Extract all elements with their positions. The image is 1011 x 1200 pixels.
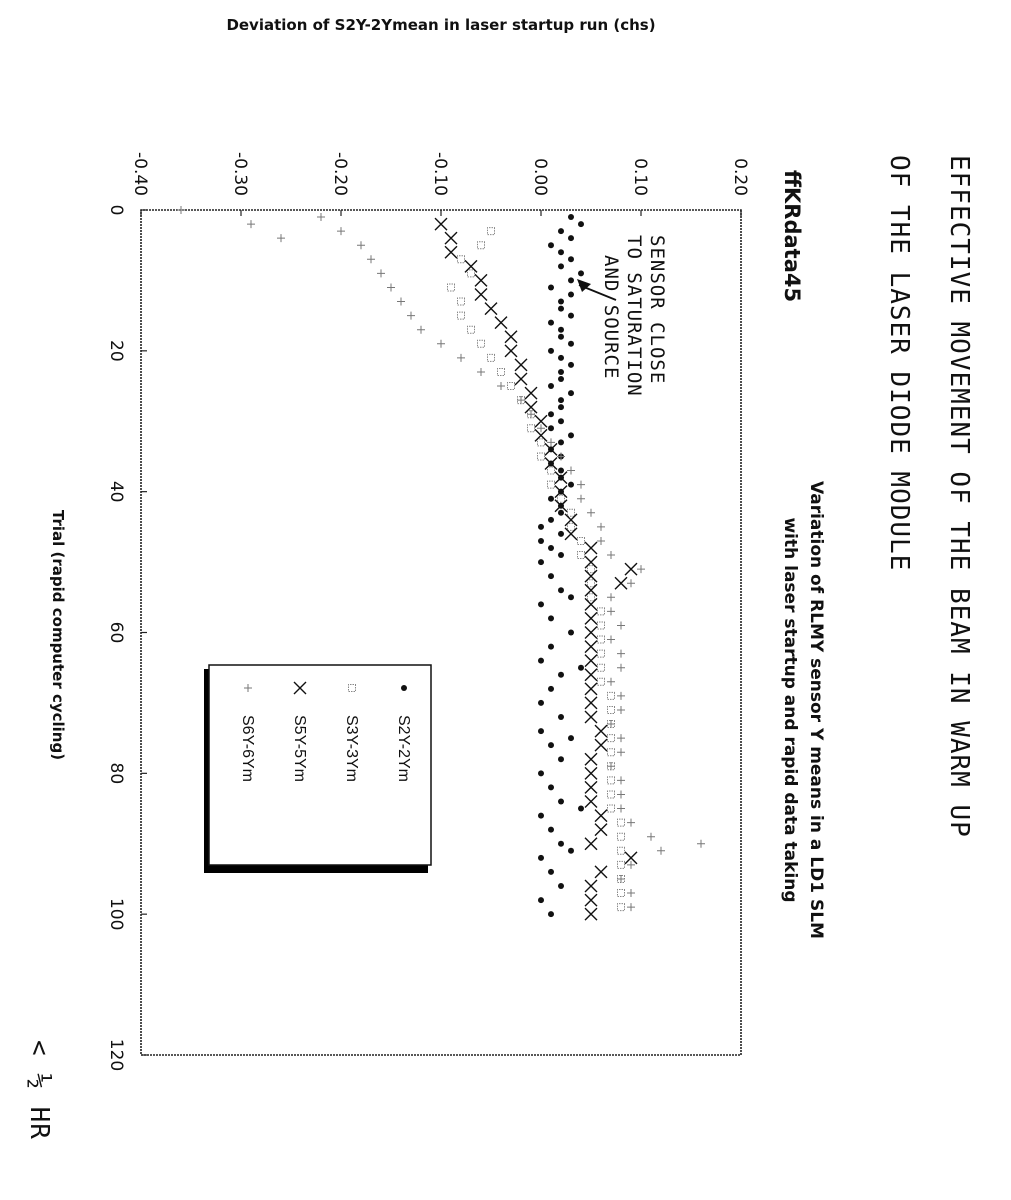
- data-point: [558, 756, 564, 762]
- data-point: [548, 242, 554, 248]
- data-point: [607, 607, 615, 615]
- data-point: [578, 537, 585, 544]
- data-point: [585, 655, 597, 667]
- y-tick-label: 0.00: [530, 158, 550, 196]
- data-point: [618, 890, 625, 897]
- data-point: [578, 806, 584, 812]
- data-point: [625, 563, 637, 575]
- data-point: [558, 883, 564, 889]
- data-point: [577, 481, 585, 489]
- data-point: [568, 523, 575, 530]
- chart-subtitle: with laser startup and rapid data taking: [780, 517, 800, 903]
- data-point: [417, 326, 425, 334]
- data-point: [608, 706, 615, 713]
- data-point: [647, 833, 655, 841]
- data-point: [337, 227, 345, 235]
- data-point: [578, 270, 584, 276]
- data-point: [177, 206, 185, 214]
- data-point: [568, 341, 574, 347]
- data-point: [585, 669, 597, 681]
- data-point: [407, 312, 415, 320]
- data-point: [585, 570, 597, 582]
- data-point: [558, 418, 564, 424]
- data-point: [548, 784, 554, 790]
- x-tick-label: 120: [106, 1038, 126, 1072]
- data-point: [548, 686, 554, 692]
- data-point: [528, 425, 535, 432]
- data-point: [598, 650, 605, 657]
- data-point: [615, 577, 627, 589]
- data-point: [595, 824, 607, 836]
- data-point: [458, 312, 465, 319]
- data-point: [478, 340, 485, 347]
- data-point: [608, 791, 615, 798]
- data-point: [627, 903, 635, 911]
- x-tick-label: 80: [106, 762, 126, 785]
- data-point: [515, 373, 527, 385]
- data-point: [558, 672, 564, 678]
- data-point: [588, 594, 595, 601]
- data-point: [558, 327, 564, 333]
- data-point: [558, 552, 564, 558]
- data-point: [627, 579, 635, 587]
- data-point: [585, 894, 597, 906]
- data-point: [548, 573, 554, 579]
- data-point: [595, 739, 607, 751]
- data-point: [538, 658, 544, 664]
- data-point: [445, 232, 457, 244]
- data-point: [537, 424, 545, 432]
- data-point: [578, 665, 584, 671]
- data-point: [468, 326, 475, 333]
- data-point: [617, 875, 625, 883]
- data-point: [558, 531, 564, 537]
- data-point: [548, 869, 554, 875]
- data-point: [617, 664, 625, 672]
- data-point: [617, 805, 625, 813]
- x-tick-label: 40: [106, 480, 126, 503]
- data-point: [568, 256, 574, 262]
- data-point: [617, 790, 625, 798]
- data-point: [377, 269, 385, 277]
- data-point: [495, 317, 507, 329]
- data-point: [618, 847, 625, 854]
- data-point: [568, 235, 574, 241]
- data-point: [607, 593, 615, 601]
- data-point: [458, 256, 465, 263]
- data-point: [657, 847, 665, 855]
- data-point: [568, 735, 574, 741]
- data-point: [558, 439, 564, 445]
- data-point: [548, 644, 554, 650]
- data-point: [617, 692, 625, 700]
- handwritten-heading-line2: OF THE LASER DIODE MODULE: [884, 155, 914, 572]
- x-tick-label: 0: [106, 204, 126, 216]
- data-point: [568, 509, 575, 516]
- data-point: [568, 313, 574, 319]
- data-point: [538, 538, 544, 544]
- data-point: [585, 767, 597, 779]
- data-point: [488, 228, 495, 235]
- data-point: [627, 861, 635, 869]
- data-point: [558, 263, 564, 269]
- data-point: [397, 298, 405, 306]
- data-point: [548, 911, 554, 917]
- data-point: [585, 838, 597, 850]
- data-point: [585, 627, 597, 639]
- data-point: [277, 234, 285, 242]
- data-point: [538, 700, 544, 706]
- data-point: [538, 770, 544, 776]
- data-point: [597, 523, 605, 531]
- data-point: [598, 636, 605, 643]
- data-point: [247, 220, 255, 228]
- data-point: [608, 692, 615, 699]
- x-tick-label: 60: [106, 621, 126, 644]
- data-point: [585, 683, 597, 695]
- data-point: [597, 537, 605, 545]
- data-point: [585, 908, 597, 920]
- legend-label: S2Y-2Ym: [395, 715, 412, 782]
- data-point: [617, 748, 625, 756]
- data-point: [548, 383, 554, 389]
- data-point: [585, 880, 597, 892]
- data-point: [585, 753, 597, 765]
- data-point: [517, 396, 525, 404]
- y-axis-title: Deviation of S2Y-2Ymean in laser startup run (chs): [226, 16, 656, 34]
- data-point: [558, 468, 564, 474]
- data-point: [548, 517, 554, 523]
- data-point: [437, 340, 445, 348]
- data-point: [607, 678, 615, 686]
- data-point: [548, 411, 554, 417]
- data-point: [565, 528, 577, 540]
- data-point: [608, 777, 615, 784]
- data-point: [595, 810, 607, 822]
- handwritten-heading-line1: EFFECTIVE MOVEMENT OF THE BEAM IN WARM UP: [944, 155, 974, 838]
- data-point: [578, 552, 585, 559]
- data-point: [568, 594, 574, 600]
- data-point: [485, 303, 497, 315]
- data-point: [585, 697, 597, 709]
- data-point: [475, 274, 487, 286]
- data-point: [538, 813, 544, 819]
- data-point: [607, 636, 615, 644]
- data-point: [465, 260, 477, 272]
- data-point: [568, 390, 574, 396]
- x-axis-title: Trial (rapid computer cycling): [49, 509, 67, 761]
- data-point: [585, 598, 597, 610]
- data-point: [627, 819, 635, 827]
- data-point: [558, 334, 564, 340]
- data-point: [637, 565, 645, 573]
- annotation-line2: TO SATURATION: [623, 235, 645, 397]
- data-point: [558, 355, 564, 361]
- data-point: [387, 283, 395, 291]
- data-point: [607, 720, 615, 728]
- data-point: [547, 438, 555, 446]
- data-point: [538, 524, 544, 530]
- data-point: [458, 298, 465, 305]
- data-point: [558, 306, 564, 312]
- data-point: [595, 866, 607, 878]
- data-point: [538, 559, 544, 565]
- data-point: [548, 348, 554, 354]
- data-point: [367, 255, 375, 263]
- data-point: [505, 345, 517, 357]
- data-point: [617, 650, 625, 658]
- data-point: [478, 242, 485, 249]
- data-point: [445, 246, 457, 258]
- data-point: [617, 706, 625, 714]
- data-point: [538, 453, 545, 460]
- data-point: [598, 622, 605, 629]
- series-S2Y-2Ym: [538, 214, 584, 917]
- data-point: [595, 725, 607, 737]
- data-point: [525, 387, 537, 399]
- data-point: [538, 728, 544, 734]
- data-point: [587, 509, 595, 517]
- data-point: [585, 612, 597, 624]
- data-point: [457, 354, 465, 362]
- data-point: [468, 270, 475, 277]
- legend-label: S6Y-6Ym: [239, 715, 256, 782]
- data-point: [588, 580, 595, 587]
- data-point: [558, 799, 564, 805]
- annotation-line3: AND SOURCE: [600, 255, 622, 380]
- data-point: [697, 840, 705, 848]
- data-point: [538, 601, 544, 607]
- data-point: [598, 608, 605, 615]
- data-point: [317, 213, 325, 221]
- data-point: [607, 762, 615, 770]
- rotated-chart-frame: [24, 16, 974, 1140]
- data-point: [608, 805, 615, 812]
- data-point: [558, 510, 564, 516]
- data-point: [568, 362, 574, 368]
- data-point: [498, 368, 505, 375]
- data-point: [585, 556, 597, 568]
- data-point: [558, 404, 564, 410]
- data-point: [515, 359, 527, 371]
- data-point: [448, 284, 455, 291]
- data-point: [618, 861, 625, 868]
- data-point: [548, 827, 554, 833]
- data-point: [558, 228, 564, 234]
- x-tick-label: 20: [106, 340, 126, 362]
- data-point: [585, 584, 597, 596]
- data-point: [497, 382, 505, 390]
- data-point: [548, 425, 554, 431]
- data-point: [598, 678, 605, 685]
- annotation-line1: SENSOR CLOSE: [646, 235, 668, 385]
- data-point: [357, 241, 365, 249]
- y-tick-label: -0.20: [330, 152, 350, 196]
- data-point: [558, 249, 564, 255]
- data-point: [508, 383, 515, 390]
- data-point: [557, 452, 565, 460]
- data-point: [617, 621, 625, 629]
- legend-label: S5Y-5Ym: [291, 715, 308, 782]
- data-point: [558, 841, 564, 847]
- data-point: [618, 833, 625, 840]
- data-point: [568, 482, 574, 488]
- chart-title: Variation of RLMY sensor Y means in a LD1 SLM: [806, 481, 826, 939]
- data-point: [538, 897, 544, 903]
- data-point: [568, 432, 574, 438]
- data-point: [617, 776, 625, 784]
- y-tick-label: 0.10: [630, 158, 650, 196]
- data-point: [548, 742, 554, 748]
- legend-marker: [401, 685, 407, 691]
- data-point: [558, 369, 564, 375]
- data-point: [548, 284, 554, 290]
- data-point: [538, 855, 544, 861]
- handwritten-corner-note: < ½ HR: [24, 1040, 54, 1140]
- data-point: [558, 299, 564, 305]
- data-point: [585, 542, 597, 554]
- data-point: [627, 889, 635, 897]
- data-point: [618, 819, 625, 826]
- series-S3Y-3Ym: [448, 228, 625, 911]
- x-tick-label: 100: [106, 897, 126, 931]
- data-point: [475, 289, 487, 301]
- data-point: [568, 848, 574, 854]
- data-point: [567, 467, 575, 475]
- data-point: [585, 796, 597, 808]
- data-point: [477, 368, 485, 376]
- y-tick-label: -0.30: [230, 152, 250, 196]
- data-point: [548, 320, 554, 326]
- data-point: [565, 514, 577, 526]
- data-point: [548, 545, 554, 551]
- legend: [204, 665, 431, 873]
- y-tick-label: -0.40: [130, 152, 150, 196]
- data-point: [558, 397, 564, 403]
- data-point: [598, 664, 605, 671]
- data-point: [548, 467, 555, 474]
- legend-label: S3Y-3Ym: [343, 715, 360, 782]
- data-point: [558, 376, 564, 382]
- data-point: [568, 277, 574, 283]
- data-point: [608, 735, 615, 742]
- data-point: [545, 458, 557, 470]
- data-point: [588, 566, 595, 573]
- dataset-label: ffKRdata45: [780, 170, 804, 303]
- data-point: [618, 904, 625, 911]
- y-tick-label: 0.20: [730, 158, 750, 196]
- data-point: [568, 630, 574, 636]
- data-point: [527, 410, 535, 418]
- data-point: [585, 711, 597, 723]
- data-point: [548, 496, 554, 502]
- data-point: [568, 214, 574, 220]
- data-point: [505, 331, 517, 343]
- data-point: [548, 615, 554, 621]
- data-point: [577, 495, 585, 503]
- data-point: [538, 439, 545, 446]
- data-point: [607, 551, 615, 559]
- data-point: [585, 781, 597, 793]
- y-tick-label: -0.10: [430, 152, 450, 196]
- data-point: [558, 714, 564, 720]
- data-point: [578, 221, 584, 227]
- data-point: [548, 481, 555, 488]
- data-point: [568, 292, 574, 298]
- data-point: [617, 734, 625, 742]
- data-point: [558, 495, 565, 502]
- data-point: [558, 587, 564, 593]
- data-point: [555, 486, 567, 498]
- data-point: [435, 218, 447, 230]
- data-point: [585, 641, 597, 653]
- data-point: [488, 354, 495, 361]
- data-point: [608, 749, 615, 756]
